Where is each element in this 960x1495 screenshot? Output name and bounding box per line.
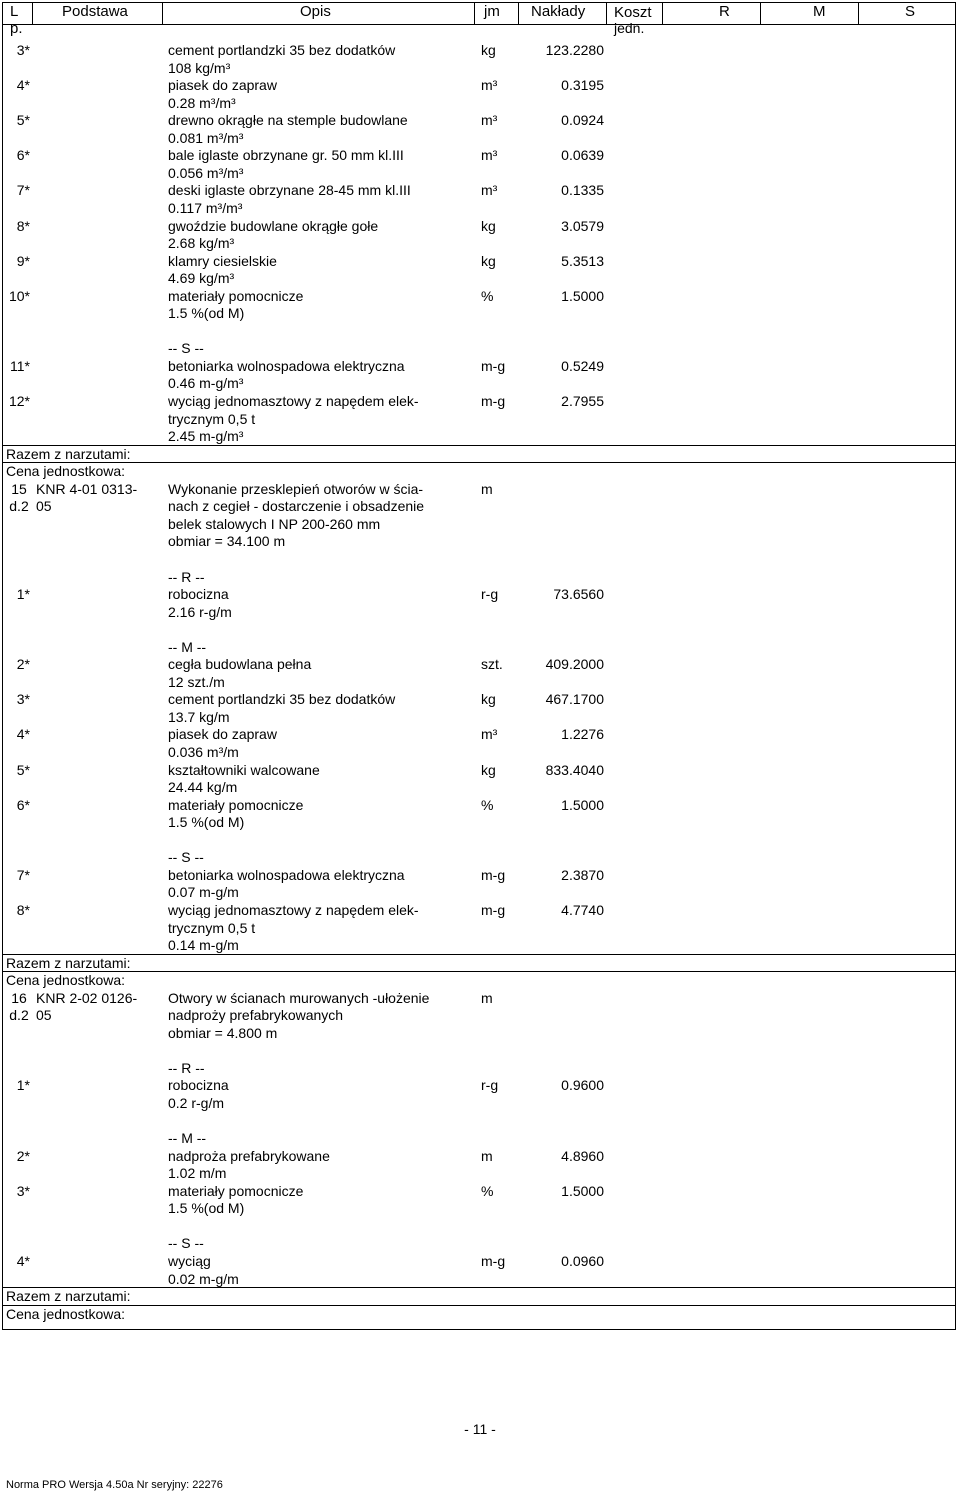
row-jm: %	[481, 1182, 494, 1199]
row-opis: 1.5 %(od M)	[168, 814, 245, 831]
row-opis: 2.45 m-g/m³	[168, 428, 244, 445]
row-lp: 10*	[8, 287, 30, 304]
row-opis: materiały pomocnicze	[168, 796, 304, 813]
row-podstawa: KNR 4-01 0313-	[36, 480, 138, 497]
row-opis: obmiar = 34.100 m	[168, 533, 286, 550]
row-opis: Wykonanie przesklepień otworów w ścia-	[168, 480, 424, 497]
col-divider	[32, 2, 33, 24]
row-jm: m	[481, 480, 493, 497]
row-naklady: 409.2000	[545, 656, 604, 673]
summary-label: Razem z narzutami:	[6, 1288, 131, 1305]
header-jm: jm	[484, 3, 500, 20]
col-divider	[858, 2, 859, 24]
row-naklady: 4.7740	[561, 901, 604, 918]
header-opis: Opis	[300, 3, 331, 20]
col-divider	[606, 2, 607, 24]
row-naklady: 0.0924	[561, 112, 604, 129]
row-divider	[2, 1305, 956, 1306]
row-opis: belek stalowych I NP 200-260 mm	[168, 515, 381, 532]
row-opis: robocizna	[168, 1077, 229, 1094]
row-opis: kształtowniki walcowane	[168, 761, 320, 778]
row-opis: trycznym 0,5 t	[168, 410, 256, 427]
row-naklady: 467.1700	[545, 691, 604, 708]
row-opis: gwoździe budowlane okrągłe gołe	[168, 217, 379, 234]
row-jm: m	[481, 989, 493, 1006]
row-podstawa: 05	[36, 498, 52, 515]
header-koszt-line2: jedn.	[614, 20, 645, 36]
row-lp: 7*	[16, 182, 30, 199]
row-jm: m³	[481, 182, 498, 199]
row-naklady: 4.8960	[561, 1147, 604, 1164]
row-jm: m-g	[481, 357, 506, 374]
col-divider	[474, 2, 475, 24]
row-naklady: 1.2276	[561, 726, 604, 743]
row-opis: bale iglaste obrzynane gr. 50 mm kl.III	[168, 147, 404, 164]
row-naklady: 73.6560	[553, 586, 604, 603]
row-opis: -- M --	[168, 1130, 207, 1147]
row-opis: cement portlandzki 35 bez dodatków	[168, 691, 396, 708]
row-opis: trycznym 0,5 t	[168, 919, 256, 936]
header-lp	[10, 3, 23, 37]
row-jm: m³	[481, 726, 498, 743]
row-opis: nadproży prefabrykowanych	[168, 1007, 344, 1024]
row-opis: nach z cegieł - dostarczenie i obsadzenie	[168, 498, 425, 515]
row-jm: m-g	[481, 1252, 506, 1269]
summary-label: Razem z narzutami:	[6, 954, 131, 971]
row-opis: cement portlandzki 35 bez dodatków	[168, 42, 396, 58]
row-lp: 5*	[16, 112, 30, 129]
row-opis: 4.69 kg/m³	[168, 270, 235, 287]
row-opis: -- R --	[168, 568, 205, 585]
page-number: - 11 -	[464, 1421, 496, 1437]
row-opis: klamry ciesielskie	[168, 252, 277, 269]
row-opis: deski iglaste obrzynane 28-45 mm kl.III	[168, 182, 411, 199]
row-opis: wyciąg	[168, 1252, 211, 1269]
summary-label: Cena jednostkowa:	[6, 463, 126, 480]
row-opis: piasek do zapraw	[168, 77, 277, 94]
row-jm: m-g	[481, 866, 506, 883]
row-naklady: 1.5000	[561, 1182, 604, 1199]
row-jm: %	[481, 796, 494, 813]
row-opis: 0.46 m-g/m³	[168, 375, 244, 392]
row-opis: -- M --	[168, 638, 207, 655]
row-opis: drewno okrągłe na stemple budowlane	[168, 112, 408, 129]
table-frame	[2, 2, 956, 1330]
header-m: M	[813, 3, 826, 20]
header-lp-line1: L	[10, 3, 19, 20]
row-jm: m³	[481, 77, 498, 94]
row-opis: piasek do zapraw	[168, 726, 277, 743]
row-naklady: 5.3513	[561, 252, 604, 269]
row-jm: kg	[481, 691, 496, 708]
row-opis: 1.5 %(od M)	[168, 1200, 245, 1217]
col-divider	[518, 2, 519, 24]
row-jm: m³	[481, 112, 498, 129]
summary-label: Cena jednostkowa:	[6, 1305, 126, 1322]
header-naklady: Nakłady	[531, 3, 586, 20]
row-opis: 0.2 r-g/m	[168, 1095, 225, 1111]
row-opis: -- S --	[168, 849, 204, 866]
row-jm: kg	[481, 761, 496, 778]
row-opis: 2.68 kg/m³	[168, 235, 235, 252]
row-jm: kg	[481, 42, 496, 58]
col-divider	[760, 2, 761, 24]
header-koszt-line1: Koszt	[614, 4, 652, 21]
row-opis: 0.117 m³/m³	[168, 199, 243, 216]
row-jm: m³	[481, 147, 498, 164]
row-jm: %	[481, 287, 494, 304]
row-naklady: 0.0639	[561, 147, 604, 164]
row-jm: m	[481, 1147, 493, 1164]
row-opis: 0.28 m³/m³	[168, 94, 236, 111]
row-lp: 6*	[16, 147, 30, 164]
header-podstawa: Podstawa	[62, 3, 128, 20]
row-divider	[2, 445, 956, 446]
row-divider	[2, 971, 956, 972]
header-koszt	[614, 3, 652, 34]
row-opis: cegła budowlana pełna	[168, 656, 312, 673]
row-naklady: 2.3870	[561, 866, 604, 883]
row-lp: 12*	[8, 393, 30, 409]
summary-label: Razem z narzutami:	[6, 445, 131, 462]
row-divider	[2, 1287, 956, 1288]
row-naklady: 2.7955	[561, 393, 604, 409]
row-jm: m-g	[481, 393, 506, 409]
row-lp: 7*	[16, 866, 30, 883]
summary-label: Cena jednostkowa:	[6, 972, 126, 989]
row-lp: 2*	[16, 656, 30, 673]
row-lp: 1*	[16, 586, 30, 603]
row-opis: -- R --	[168, 1059, 205, 1076]
row-opis: materiały pomocnicze	[168, 1182, 304, 1199]
row-lp: 15	[11, 480, 27, 497]
row-naklady: 833.4040	[545, 761, 604, 778]
row-lp: 9*	[16, 252, 30, 269]
row-lp: d.2	[9, 1007, 29, 1024]
row-opis: 24.44 kg/m	[168, 779, 238, 796]
row-opis: 0.02 m-g/m	[168, 1270, 239, 1287]
row-naklady: 0.0960	[561, 1252, 604, 1269]
row-lp: 1*	[16, 1077, 30, 1094]
row-opis: 0.036 m³/m	[168, 744, 239, 760]
row-jm: r-g	[481, 586, 499, 603]
row-opis: 0.07 m-g/m	[168, 884, 239, 901]
row-opis: 108 kg/m³	[168, 59, 231, 76]
row-opis: 13.7 kg/m	[168, 708, 230, 725]
row-jm: kg	[481, 252, 496, 269]
row-lp: 3*	[16, 42, 30, 58]
row-opis: 0.056 m³/m³	[168, 164, 244, 181]
row-naklady: 1.5000	[561, 796, 604, 813]
header-lp-line2: p.	[10, 20, 23, 37]
row-naklady: 0.9600	[561, 1077, 604, 1094]
row-opis: 12 szt./m	[168, 673, 225, 690]
row-naklady: 0.3195	[561, 77, 604, 94]
row-opis: 1.02 m/m	[168, 1165, 227, 1182]
header-divider	[2, 24, 956, 25]
row-opis: wyciąg jednomasztowy z napędem elek-	[168, 393, 419, 409]
row-lp: 11*	[10, 357, 30, 374]
row-divider	[2, 954, 956, 955]
row-opis: -- S --	[168, 1235, 204, 1252]
row-opis: 2.16 r-g/m	[168, 603, 232, 620]
row-naklady: 123.2280	[545, 42, 604, 58]
row-opis: Otwory w ścianach murowanych -ułożenie	[168, 989, 430, 1006]
row-opis: 0.081 m³/m³	[168, 129, 244, 146]
row-opis: 1.5 %(od M)	[168, 305, 245, 322]
row-jm: szt.	[481, 656, 503, 673]
row-podstawa: KNR 2-02 0126-	[36, 989, 138, 1006]
row-opis: betoniarka wolnospadowa elektryczna	[168, 357, 405, 374]
row-opis: obmiar = 4.800 m	[168, 1024, 278, 1041]
row-lp: d.2	[9, 498, 29, 515]
row-opis: wyciąg jednomasztowy z napędem elek-	[168, 901, 419, 918]
row-opis: robocizna	[168, 586, 229, 603]
row-lp: 6*	[16, 796, 30, 813]
row-lp: 4*	[16, 726, 30, 743]
row-lp: 4*	[16, 1252, 30, 1269]
col-divider	[662, 2, 663, 24]
row-lp: 3*	[16, 1182, 30, 1199]
row-opis: nadproża prefabrykowane	[168, 1147, 330, 1164]
row-naklady: 0.1335	[561, 182, 604, 199]
col-divider	[162, 2, 163, 24]
version-footer: Norma PRO Wersja 4.50a Nr seryjny: 22276	[6, 1479, 223, 1491]
row-lp: 5*	[16, 761, 30, 778]
row-opis: betoniarka wolnospadowa elektryczna	[168, 866, 405, 883]
row-opis: materiały pomocnicze	[168, 287, 304, 304]
row-opis: 0.14 m-g/m	[168, 937, 239, 954]
row-opis: -- S --	[168, 340, 204, 357]
row-naklady: 1.5000	[561, 287, 604, 304]
row-lp: 8*	[16, 901, 30, 918]
row-naklady: 0.5249	[561, 357, 604, 374]
row-naklady: 3.0579	[561, 217, 604, 234]
header-s: S	[905, 3, 916, 20]
row-lp: 2*	[16, 1147, 30, 1164]
header-r: R	[719, 3, 730, 20]
row-lp: 3*	[16, 691, 30, 708]
row-lp: 8*	[16, 217, 30, 234]
row-divider	[2, 462, 956, 463]
row-jm: r-g	[481, 1077, 499, 1094]
row-jm: m-g	[481, 901, 506, 918]
row-lp: 16	[11, 989, 27, 1006]
row-lp: 4*	[16, 77, 30, 94]
row-podstawa: 05	[36, 1007, 52, 1024]
row-jm: kg	[481, 217, 496, 234]
